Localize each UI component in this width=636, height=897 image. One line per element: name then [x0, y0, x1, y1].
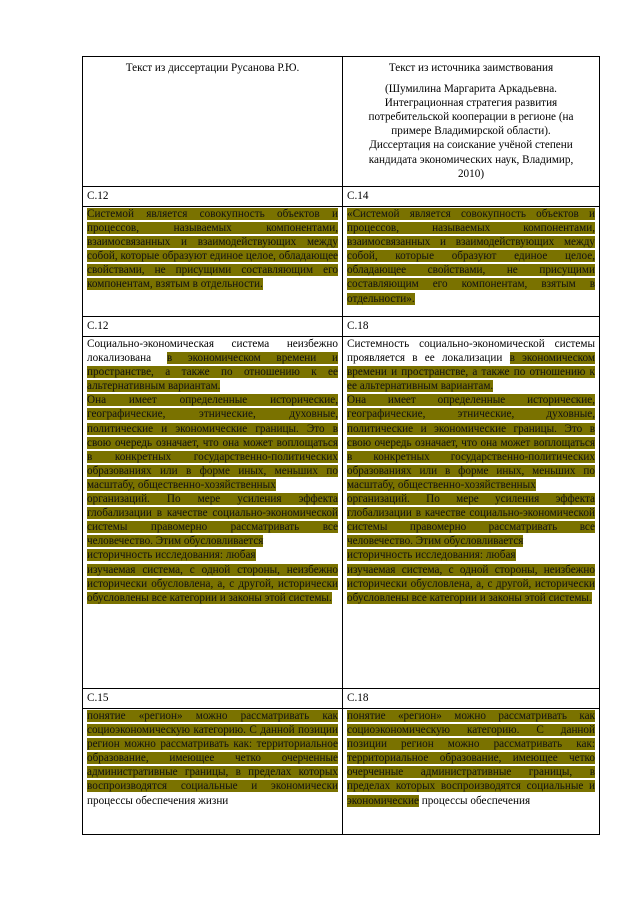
page-ref-row	[83, 187, 600, 207]
source-line: примере Владимирской области).	[391, 125, 551, 138]
highlighted-text: понятие «регион» можно рассматривать как социоэкономическую категорию. С данной позиции регион можно рассматривать как: территориальное образование, имеющее четко очерченные административные границы, в пределах которых воспроизводятся социальные и экономические	[347, 710, 595, 807]
plain-text: процессы обеспечения	[421, 794, 531, 807]
highlighted-text: историчность исследования: любая	[347, 549, 516, 562]
source-line: 2010)	[457, 167, 485, 180]
page-number: С.14	[347, 190, 369, 202]
page-number: С.18	[347, 320, 369, 332]
page-ref-row	[83, 317, 600, 337]
right-text-cell	[343, 337, 600, 689]
left-page-ref	[83, 187, 343, 207]
highlighted-text: Системой является совокупность объектов и процессов, называемых компонентами, взаимосвязанных и взаимодействующих между собой, которые образуют единое целое, обладающее свойствами, не присущими составляющим его компонентам, взятым в отдельности.	[87, 208, 338, 291]
source-line: кандидата экономических наук, Владимир,	[368, 153, 574, 166]
left-page-ref	[83, 689, 343, 709]
highlighted-text: изучаемая система, с одной стороны, неизбежно исторически обусловлена, а, с другой, исторически обусловлены все категории и законы этой системы.	[347, 563, 595, 604]
highlighted-text: организаций. По мере усиления эффекта глобализации в качестве социально-экономической системы правомерно рассматривать все человечество. Этим обусловливается	[87, 493, 338, 548]
left-text-cell	[83, 709, 343, 835]
left-header-cell	[83, 57, 343, 187]
source-line: потребительской кооперации в регионе (на	[368, 111, 574, 124]
right-page-ref	[343, 689, 600, 709]
highlighted-text: «Системой является совокупность объектов и процессов, называемых компонентами, взаимосвязанных и взаимодействующих между собой, которые образуют единое целое, обладающее свойствами, не присущими составляющим его компонентам, взятым в отдельности».	[347, 208, 595, 305]
highlighted-text: в экономическом времени и пространстве, а также по отношению к ее альтернативным вариантам.	[87, 352, 338, 393]
plain-text: Системность социально-экономической системы проявляется в ее локализации	[347, 338, 595, 365]
source-citation	[347, 82, 595, 181]
page-number: С.15	[87, 692, 109, 704]
left-text-cell	[83, 207, 343, 317]
page-number: С.18	[347, 692, 369, 704]
right-column-title: Текст из источника заимствования	[388, 62, 554, 74]
right-text-cell	[343, 709, 600, 835]
text-pair-row	[83, 709, 600, 835]
right-page-ref	[343, 317, 600, 337]
left-text-cell	[83, 337, 343, 689]
source-line: Диссертация на соискание учёной степени	[369, 139, 573, 152]
right-page-ref	[343, 187, 600, 207]
comparison-table	[82, 56, 600, 835]
highlighted-text: Она имеет определенные исторические, географические, этнические, духовные, политические и экономические границы. Это в свою очередь означает, что она может воплощаться в конкретных государственно-политических образованиях или в форме иных, меньших по масштабу, общественно-хозяйственных	[87, 394, 338, 491]
page-number: С.12	[87, 190, 109, 202]
highlighted-text: организаций. По мере усиления эффекта глобализации в качестве социально-экономической системы правомерно рассматривать все человечество. Этим обусловливается	[347, 493, 595, 548]
plain-text: процессы обеспечения жизни	[87, 794, 229, 807]
right-text-cell	[343, 207, 600, 317]
page-number: С.12	[87, 320, 109, 332]
text-pair-row	[83, 337, 600, 689]
plain-text: Социально-экономическая система неизбежно локализована	[87, 338, 338, 365]
source-line: Интеграционная стратегия развития	[384, 97, 558, 110]
highlighted-text: понятие «регион» можно рассматривать как социоэкономическую категорию. С данной позиции регион можно рассматривать как: территориальное образование, имеющее четко очерченные административные границы, в пределах которых воспроизводятся социальные и экономически	[87, 710, 338, 793]
right-header-cell	[343, 57, 600, 187]
source-line: (Шумилина Маргарита Аркадьевна.	[385, 83, 557, 96]
header-row	[83, 57, 600, 187]
highlighted-text: изучаемая система, с одной стороны, неизбежно исторически обусловлена, а, с другой, исторически обусловлены все категории и законы этой системы.	[87, 563, 338, 604]
left-page-ref	[83, 317, 343, 337]
left-column-title: Текст из диссертации Русанова Р.Ю.	[125, 62, 300, 74]
page-ref-row	[83, 689, 600, 709]
highlighted-text: Она имеет определенные исторические, географические, этнические, духовные, политические и экономические границы. Это в свою очередь означает, что она может воплощаться в конкретных государственно-политических образованиях или в форме иных, меньших по масштабу, общественно-хозяйственных	[347, 394, 595, 491]
highlighted-text: историчность исследования: любая	[87, 549, 256, 562]
text-pair-row	[83, 207, 600, 317]
highlighted-text: в экономическом времени и пространстве, а также по отношению к ее альтернативным вариантам.	[347, 352, 595, 393]
